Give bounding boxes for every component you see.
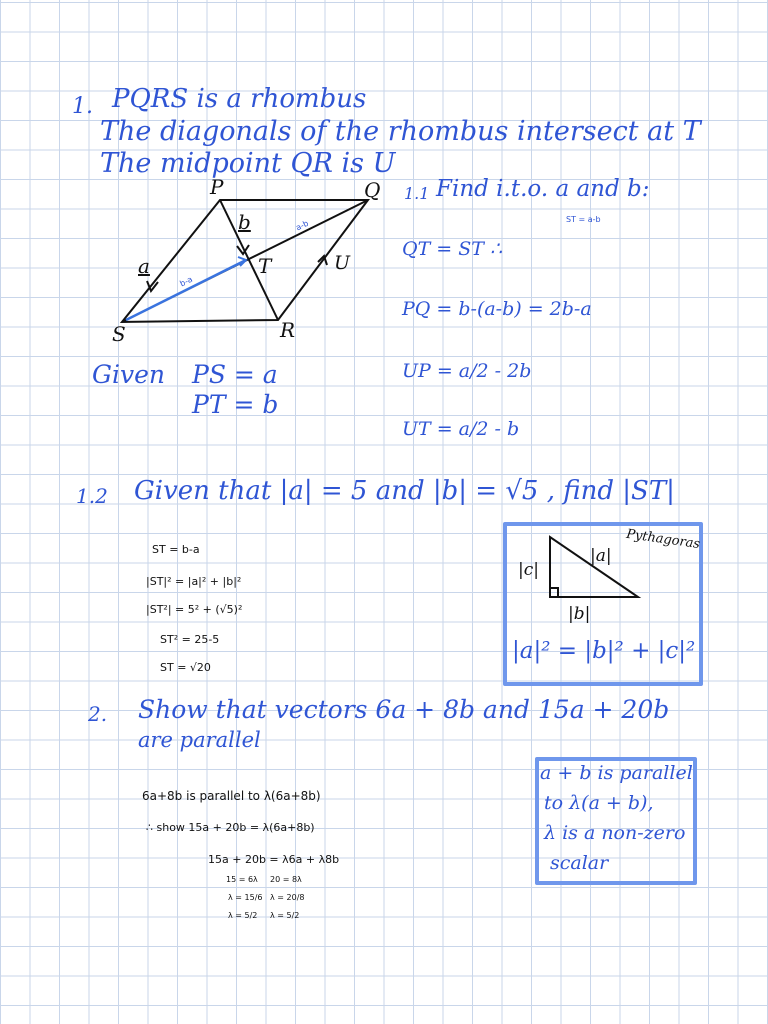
pyth-a: |a| — [590, 546, 612, 566]
q2-work-3: 15a + 20b = λ6a + λ8b — [208, 853, 340, 866]
box-line-4: scalar — [550, 852, 609, 874]
pyth-c: |c| — [518, 560, 539, 580]
q12-work-1: ST = b-a — [152, 543, 200, 556]
q2-col1-1: 15 = 6λ — [226, 875, 258, 884]
q12-work-5: ST = √20 — [160, 661, 211, 674]
label-a: a — [138, 254, 150, 278]
label-u: U — [334, 252, 351, 274]
pyth-title: Pythagoras — [625, 526, 701, 553]
label-b-minus-a: b-a — [178, 274, 194, 289]
q2-line2: are parallel — [138, 728, 261, 752]
label-q: Q — [364, 178, 381, 202]
q11-title: Find i.t.o. a and b: — [436, 176, 650, 202]
q2-col2-2: λ = 20/8 — [270, 893, 305, 902]
q12-work-2: |ST|² = |a|² + |b|² — [146, 575, 242, 588]
q12-text: Given that |a| = 5 and |b| = √5 , find |ST| — [134, 476, 675, 506]
q12-work-4: ST² = 25-5 — [160, 633, 220, 646]
given-label: Given — [92, 360, 165, 389]
box-line-1: a + b is parallel — [540, 762, 693, 784]
q11-note: ST = a-b — [566, 215, 601, 224]
q2-line1: Show that vectors 6a + 8b and 15a + 20b — [138, 695, 670, 724]
q11-ut: UT = a/2 - b — [402, 418, 520, 440]
q1-line2: The diagonals of the rhombus intersect at T — [100, 116, 701, 147]
given-pt: PT = b — [192, 390, 279, 419]
given-ps: PS = a — [192, 360, 278, 389]
q1-line1: PQRS is a rhombus — [112, 84, 367, 114]
q11-number: 1.1 — [404, 184, 430, 203]
q11-qt: QT = ST ∴ — [402, 238, 503, 260]
q11-pq: PQ = b-(a-b) = 2b-a — [402, 298, 592, 320]
pyth-formula: |a|² = |b|² + |c|² — [512, 638, 696, 664]
label-a-minus-b: a-b — [294, 218, 310, 233]
label-p: P — [210, 175, 224, 199]
label-b: b — [238, 210, 251, 234]
q2-col1-2: λ = 15/6 — [228, 893, 263, 902]
q2-col2-3: λ = 5/2 — [270, 911, 300, 920]
box-line-3: λ is a non-zero — [544, 822, 686, 844]
q1-line3: The midpoint QR is U — [100, 148, 396, 179]
q11-up: UP = a/2 - 2b — [402, 360, 532, 382]
label-t: T — [258, 254, 272, 278]
box-line-2: to λ(a + b), — [544, 792, 654, 814]
q12-number: 1.2 — [76, 484, 108, 508]
label-r: R — [280, 318, 296, 342]
q2-col2-1: 20 = 8λ — [270, 875, 302, 884]
q2-number: 2. — [88, 702, 108, 726]
q2-work-1: 6a+8b is parallel to λ(6a+8b) — [142, 789, 321, 803]
q2-col1-3: λ = 5/2 — [228, 911, 258, 920]
q1-number: 1. — [72, 94, 93, 119]
label-s: S — [112, 322, 126, 346]
q2-work-2: ∴ show 15a + 20b = λ(6a+8b) — [146, 821, 315, 834]
q12-work-3: |ST²| = 5² + (√5)² — [146, 603, 243, 616]
pyth-b: |b| — [568, 604, 591, 624]
